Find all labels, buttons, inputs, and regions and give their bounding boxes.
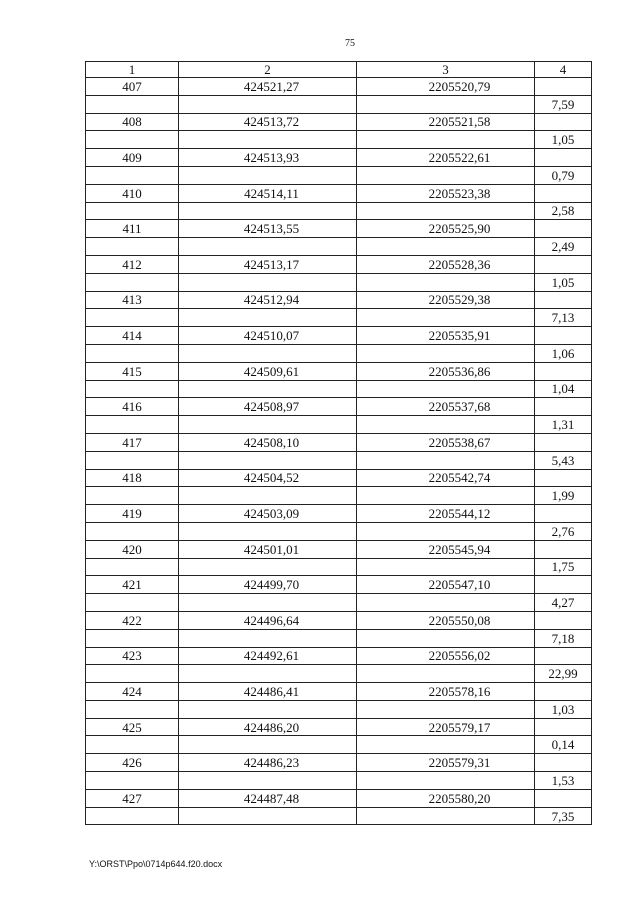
x-coordinate-cell: 424492,61 <box>179 647 357 665</box>
empty-cell <box>86 416 179 434</box>
point-number-cell: 420 <box>86 540 179 558</box>
table-row <box>86 202 592 220</box>
empty-cell <box>179 629 357 647</box>
table-row <box>86 184 592 202</box>
y-coordinate-cell: 2205520,79 <box>357 78 535 96</box>
table-row <box>86 113 592 131</box>
table-row <box>86 255 592 273</box>
empty-cell <box>357 736 535 754</box>
table-row <box>86 754 592 772</box>
table-row <box>86 487 592 505</box>
distance-cell: 5,43 <box>535 451 592 469</box>
empty-cell <box>357 95 535 113</box>
empty-cell <box>86 487 179 505</box>
empty-cell <box>86 772 179 790</box>
point-number-cell: 421 <box>86 576 179 594</box>
distance-cell: 1,04 <box>535 380 592 398</box>
empty-cell <box>179 202 357 220</box>
table-row <box>86 540 592 558</box>
x-coordinate-cell: 424504,52 <box>179 469 357 487</box>
table-row <box>86 522 592 540</box>
y-coordinate-cell: 2205536,86 <box>357 362 535 380</box>
empty-cell <box>86 665 179 683</box>
point-number-cell: 414 <box>86 327 179 345</box>
empty-cell <box>357 700 535 718</box>
point-number-cell: 424 <box>86 683 179 701</box>
empty-cell <box>357 594 535 612</box>
empty-cell <box>357 772 535 790</box>
y-coordinate-cell: 2205542,74 <box>357 469 535 487</box>
table-row <box>86 629 592 647</box>
y-coordinate-cell: 2205579,31 <box>357 754 535 772</box>
empty-cell <box>179 95 357 113</box>
y-coordinate-cell: 2205521,58 <box>357 113 535 131</box>
x-coordinate-cell: 424512,94 <box>179 291 357 309</box>
x-coordinate-cell: 424486,23 <box>179 754 357 772</box>
empty-cell <box>535 540 592 558</box>
empty-cell <box>357 558 535 576</box>
empty-cell <box>86 594 179 612</box>
table-row <box>86 166 592 184</box>
column-header-3: 3 <box>357 62 535 78</box>
table-row <box>86 131 592 149</box>
empty-cell <box>86 202 179 220</box>
table-row <box>86 576 592 594</box>
empty-cell <box>179 665 357 683</box>
distance-cell: 1,99 <box>535 487 592 505</box>
point-number-cell: 409 <box>86 149 179 167</box>
point-number-cell: 416 <box>86 398 179 416</box>
point-number-cell: 423 <box>86 647 179 665</box>
empty-cell <box>357 416 535 434</box>
empty-cell <box>86 131 179 149</box>
column-header-1: 1 <box>86 62 179 78</box>
point-number-cell: 415 <box>86 362 179 380</box>
table-row <box>86 78 592 96</box>
table-row <box>86 505 592 523</box>
point-number-cell: 408 <box>86 113 179 131</box>
point-number-cell: 412 <box>86 255 179 273</box>
empty-cell <box>357 273 535 291</box>
empty-cell <box>86 273 179 291</box>
table-row <box>86 683 592 701</box>
distance-cell: 4,27 <box>535 594 592 612</box>
empty-cell <box>535 754 592 772</box>
y-coordinate-cell: 2205523,38 <box>357 184 535 202</box>
table-row <box>86 789 592 807</box>
empty-cell <box>179 416 357 434</box>
distance-cell: 1,05 <box>535 131 592 149</box>
empty-cell <box>357 451 535 469</box>
empty-cell <box>179 558 357 576</box>
empty-cell <box>357 166 535 184</box>
x-coordinate-cell: 424508,97 <box>179 398 357 416</box>
empty-cell <box>179 807 357 825</box>
empty-cell <box>357 665 535 683</box>
table-row <box>86 398 592 416</box>
empty-cell <box>86 700 179 718</box>
table-row <box>86 273 592 291</box>
y-coordinate-cell: 2205538,67 <box>357 433 535 451</box>
empty-cell <box>86 238 179 256</box>
table-row <box>86 238 592 256</box>
column-header-2: 2 <box>179 62 357 78</box>
empty-cell <box>179 451 357 469</box>
table-row <box>86 772 592 790</box>
point-number-cell: 426 <box>86 754 179 772</box>
y-coordinate-cell: 2205544,12 <box>357 505 535 523</box>
x-coordinate-cell: 424513,17 <box>179 255 357 273</box>
x-coordinate-cell: 424513,93 <box>179 149 357 167</box>
empty-cell <box>86 380 179 398</box>
empty-cell <box>179 594 357 612</box>
point-number-cell: 410 <box>86 184 179 202</box>
table-header <box>86 62 592 78</box>
x-coordinate-cell: 424501,01 <box>179 540 357 558</box>
x-coordinate-cell: 424513,72 <box>179 113 357 131</box>
distance-cell: 2,58 <box>535 202 592 220</box>
table-row <box>86 807 592 825</box>
distance-cell: 1,53 <box>535 772 592 790</box>
point-number-cell: 425 <box>86 718 179 736</box>
empty-cell <box>535 184 592 202</box>
empty-cell <box>535 505 592 523</box>
empty-cell <box>86 166 179 184</box>
distance-cell: 1,03 <box>535 700 592 718</box>
empty-cell <box>86 451 179 469</box>
x-coordinate-cell: 424514,11 <box>179 184 357 202</box>
table-row <box>86 416 592 434</box>
x-coordinate-cell: 424499,70 <box>179 576 357 594</box>
empty-cell <box>179 238 357 256</box>
y-coordinate-cell: 2205529,38 <box>357 291 535 309</box>
table-row <box>86 327 592 345</box>
empty-cell <box>86 344 179 362</box>
empty-cell <box>535 327 592 345</box>
y-coordinate-cell: 2205556,02 <box>357 647 535 665</box>
point-number-cell: 413 <box>86 291 179 309</box>
distance-cell: 0,14 <box>535 736 592 754</box>
empty-cell <box>179 700 357 718</box>
empty-cell <box>535 611 592 629</box>
table-row <box>86 362 592 380</box>
distance-cell: 1,75 <box>535 558 592 576</box>
x-coordinate-cell: 424509,61 <box>179 362 357 380</box>
table-row <box>86 558 592 576</box>
empty-cell <box>357 202 535 220</box>
distance-cell: 7,18 <box>535 629 592 647</box>
x-coordinate-cell: 424508,10 <box>179 433 357 451</box>
table-row <box>86 594 592 612</box>
table-row <box>86 95 592 113</box>
empty-cell <box>179 522 357 540</box>
empty-cell <box>357 344 535 362</box>
table-body <box>86 78 592 825</box>
empty-cell <box>179 166 357 184</box>
empty-cell <box>357 629 535 647</box>
column-header-4: 4 <box>535 62 592 78</box>
coordinates-table <box>85 61 592 825</box>
table-row <box>86 220 592 238</box>
y-coordinate-cell: 2205550,08 <box>357 611 535 629</box>
empty-cell <box>535 469 592 487</box>
x-coordinate-cell: 424496,64 <box>179 611 357 629</box>
y-coordinate-cell: 2205525,90 <box>357 220 535 238</box>
x-coordinate-cell: 424513,55 <box>179 220 357 238</box>
y-coordinate-cell: 2205547,10 <box>357 576 535 594</box>
empty-cell <box>86 309 179 327</box>
header-row <box>86 62 592 78</box>
x-coordinate-cell: 424510,07 <box>179 327 357 345</box>
x-coordinate-cell: 424486,41 <box>179 683 357 701</box>
empty-cell <box>357 380 535 398</box>
table-row <box>86 149 592 167</box>
table-row <box>86 344 592 362</box>
empty-cell <box>357 131 535 149</box>
point-number-cell: 417 <box>86 433 179 451</box>
empty-cell <box>179 487 357 505</box>
empty-cell <box>86 736 179 754</box>
distance-cell: 1,06 <box>535 344 592 362</box>
empty-cell <box>535 113 592 131</box>
empty-cell <box>357 309 535 327</box>
y-coordinate-cell: 2205522,61 <box>357 149 535 167</box>
y-coordinate-cell: 2205528,36 <box>357 255 535 273</box>
empty-cell <box>357 487 535 505</box>
y-coordinate-cell: 2205578,16 <box>357 683 535 701</box>
empty-cell <box>179 380 357 398</box>
table-row <box>86 736 592 754</box>
x-coordinate-cell: 424503,09 <box>179 505 357 523</box>
point-number-cell: 427 <box>86 789 179 807</box>
empty-cell <box>535 683 592 701</box>
table-row <box>86 380 592 398</box>
empty-cell <box>535 255 592 273</box>
point-number-cell: 422 <box>86 611 179 629</box>
table-row <box>86 291 592 309</box>
distance-cell: 1,05 <box>535 273 592 291</box>
point-number-cell: 411 <box>86 220 179 238</box>
table-row <box>86 433 592 451</box>
distance-cell: 2,49 <box>535 238 592 256</box>
point-number-cell: 407 <box>86 78 179 96</box>
empty-cell <box>357 522 535 540</box>
x-coordinate-cell: 424521,27 <box>179 78 357 96</box>
y-coordinate-cell: 2205579,17 <box>357 718 535 736</box>
empty-cell <box>535 149 592 167</box>
distance-cell: 1,31 <box>535 416 592 434</box>
table-row <box>86 309 592 327</box>
distance-cell: 7,59 <box>535 95 592 113</box>
distance-cell: 7,35 <box>535 807 592 825</box>
distance-cell: 22,99 <box>535 665 592 683</box>
empty-cell <box>86 558 179 576</box>
distance-cell: 7,13 <box>535 309 592 327</box>
empty-cell <box>535 220 592 238</box>
y-coordinate-cell: 2205580,20 <box>357 789 535 807</box>
empty-cell <box>179 736 357 754</box>
footer-file-path: Y:\ORST\Ppo\0714p644.f20.docx <box>89 859 223 869</box>
empty-cell <box>179 309 357 327</box>
table-row <box>86 665 592 683</box>
empty-cell <box>179 344 357 362</box>
x-coordinate-cell: 424486,20 <box>179 718 357 736</box>
empty-cell <box>535 718 592 736</box>
empty-cell <box>86 522 179 540</box>
table-row <box>86 647 592 665</box>
empty-cell <box>535 789 592 807</box>
empty-cell <box>535 576 592 594</box>
y-coordinate-cell: 2205545,94 <box>357 540 535 558</box>
empty-cell <box>535 398 592 416</box>
empty-cell <box>179 772 357 790</box>
table-row <box>86 469 592 487</box>
empty-cell <box>535 291 592 309</box>
empty-cell <box>86 95 179 113</box>
table-row <box>86 718 592 736</box>
page-number: 75 <box>345 38 355 49</box>
empty-cell <box>357 238 535 256</box>
empty-cell <box>535 78 592 96</box>
empty-cell <box>357 807 535 825</box>
point-number-cell: 419 <box>86 505 179 523</box>
table-row <box>86 451 592 469</box>
empty-cell <box>535 362 592 380</box>
distance-cell: 2,76 <box>535 522 592 540</box>
x-coordinate-cell: 424487,48 <box>179 789 357 807</box>
empty-cell <box>535 647 592 665</box>
empty-cell <box>535 433 592 451</box>
table-row <box>86 611 592 629</box>
y-coordinate-cell: 2205535,91 <box>357 327 535 345</box>
table-row <box>86 700 592 718</box>
empty-cell <box>179 131 357 149</box>
empty-cell <box>179 273 357 291</box>
y-coordinate-cell: 2205537,68 <box>357 398 535 416</box>
empty-cell <box>86 629 179 647</box>
point-number-cell: 418 <box>86 469 179 487</box>
distance-cell: 0,79 <box>535 166 592 184</box>
empty-cell <box>86 807 179 825</box>
